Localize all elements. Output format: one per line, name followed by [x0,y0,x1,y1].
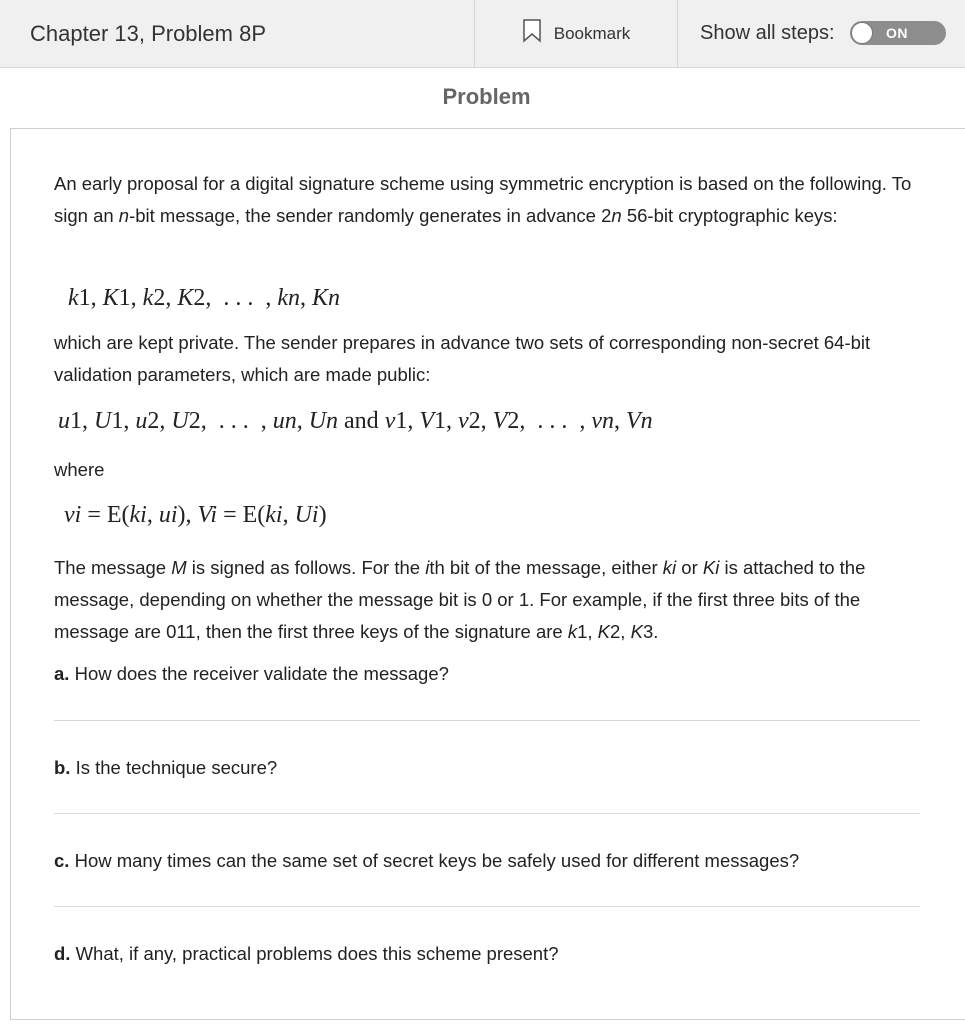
question-c: c. How many times can the same set of secret keys be safely used for different messages? [54,850,800,871]
show-steps-toggle[interactable] [850,21,946,45]
toggle-state: ON [886,25,908,41]
signing-text: The message M is signed as follows. For the ith bit of the message, either ki or Ki is attached to the message, depending on whether the message bit is 0 or 1. For example, if the first three bits of the message are 011, then the first three keys of the signature are k1, K2, K3. [54,557,866,642]
where-label: where [54,459,105,480]
show-steps-label: Show all steps: [700,22,835,44]
divider [54,906,920,907]
bookmark-label: Bookmark [553,23,631,43]
bookmark-button[interactable] [474,0,678,67]
question-a: a. How does the receiver validate the message? [54,663,449,684]
where-formula: vi = E(ki, ui), Vi = E(ki, Ui) [64,502,327,528]
header-bar [0,0,965,68]
problem-intro: An early proposal for a digital signature scheme using symmetric encryption is based on the following. To sign an n-bit message, the sender randomly generates in advance 2n 56-bit cryptographic keys: [54,173,912,226]
bookmark-icon [522,19,542,48]
question-b: b. Is the technique secure? [54,757,278,778]
toggle-knob [851,22,873,44]
params-formula: u1, U1, u2, U2, . . . , un, Un and v1, V1, v2, V2, . . . , vn, Vn [58,408,653,434]
chapter-title-cell [0,0,474,67]
keys-formula: k1, K1, k2, K2, . . . , kn, Kn [68,285,341,311]
question-d: d. What, if any, practical problems does this scheme present? [54,943,559,964]
divider [54,813,920,814]
params-text: which are kept private. The sender prepares in advance two sets of corresponding non-secret 64-bit validation parameters, which are made public: [54,332,871,385]
chapter-title: Chapter 13, Problem 8P [30,20,267,46]
divider [54,720,920,721]
section-title: Problem [442,84,531,109]
